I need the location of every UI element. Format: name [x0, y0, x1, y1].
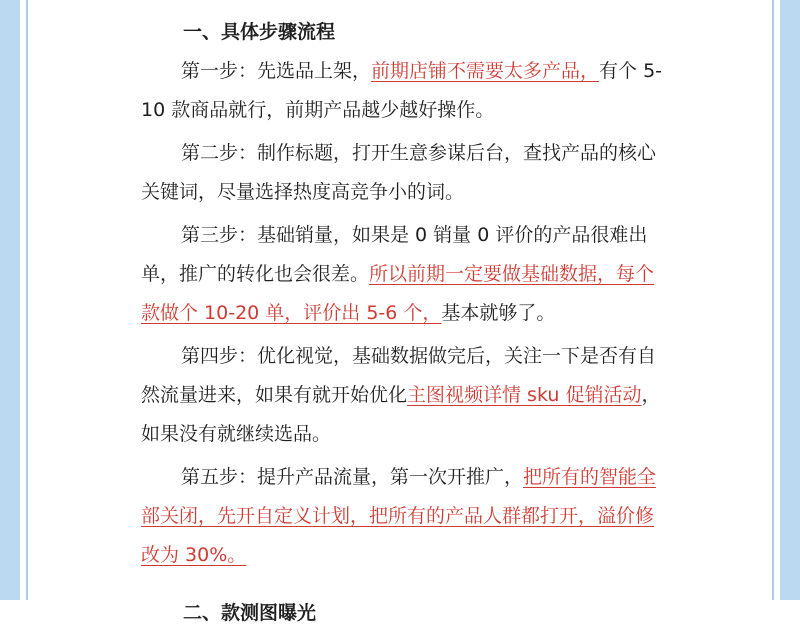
- section-heading-testing: 二、款测图曝光: [183, 602, 317, 624]
- left-decorative-border: [0, 0, 20, 600]
- step4-highlight: 主图视频详情 sku 促销活动: [407, 384, 642, 406]
- step4-text-end: ，如果没有就继续选品。: [141, 384, 661, 445]
- step3-highlight: 所以前期一定要做基础数据，每个款做个 10-20 单，评价出 5-6 个，: [141, 263, 655, 324]
- article-body: [141, 12, 669, 633]
- step1-text: 第一步：先选品上架，: [181, 60, 372, 82]
- step4-paragraph: [141, 337, 669, 454]
- step4-text: 第四步：优化视觉，基础数据做完后，关注一下是否有自然流量进来，如果有就开始优化: [141, 345, 657, 406]
- step1-text-end: 有个 5-10 款商品就行，前期产品越少越好操作。: [141, 60, 663, 121]
- step2-text: 第二步：制作标题，打开生意参谋后台，查找产品的核心关键词，尽量选择热度高竞争小的词。: [141, 142, 657, 203]
- step1-paragraph: [141, 52, 669, 130]
- left-border-line: [26, 0, 28, 600]
- step5-paragraph: [141, 458, 669, 575]
- step3-text: 第三步：基础销量，如果是 0 销量 0 评价的产品很难出单，推广的转化也会很差。: [141, 224, 648, 285]
- step2-paragraph: [141, 134, 669, 212]
- step5-text: 第五步：提升产品流量，第一次开推广，: [181, 466, 524, 488]
- step3-text-end: 基本就够了。: [441, 302, 556, 324]
- step5-highlight: 把所有的智能全部关闭，先开自定义计划，把所有的产品人群都打开，溢价修改为 30%。: [141, 466, 657, 566]
- right-decorative-border: [780, 0, 800, 600]
- right-border-line: [772, 0, 774, 600]
- step1-highlight: 前期店铺不需要太多产品，: [371, 60, 600, 82]
- step3-paragraph: [141, 216, 669, 333]
- section-heading-steps: 一、具体步骤流程: [183, 21, 336, 43]
